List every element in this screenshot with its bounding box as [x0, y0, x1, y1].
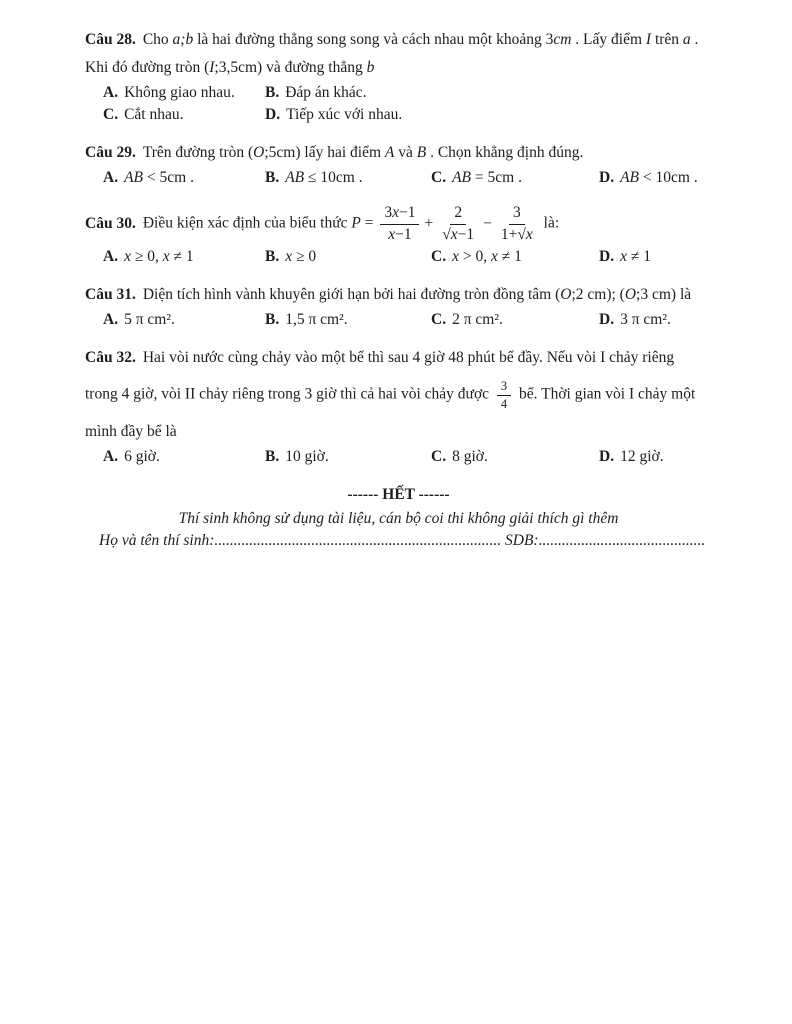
candidate-number-dots: ...........................................: [538, 532, 706, 550]
question-28: [85, 28, 712, 124]
question-32-line-3: mình đầy bể là: [85, 423, 177, 441]
fraction-numerator: 3x−1: [380, 204, 419, 225]
question-32: [85, 346, 712, 466]
option-label: A.: [103, 248, 119, 266]
option-label: D.: [599, 248, 615, 266]
option-text: AB < 5cm .: [124, 169, 194, 187]
question-30-label: Câu 30.: [85, 214, 136, 232]
question-32-option-c: [431, 448, 599, 466]
option-label: C.: [431, 311, 447, 329]
question-28-options: [85, 84, 712, 124]
option-text: 2 π cm².: [452, 311, 503, 329]
option-text: x > 0, x ≠ 1: [452, 248, 522, 266]
option-label: A.: [103, 169, 119, 187]
minus-operator: −: [483, 214, 492, 232]
question-30: [85, 204, 712, 266]
question-30-options: [85, 248, 712, 266]
question-32-options: [85, 448, 712, 466]
option-text: AB ≤ 10cm .: [285, 169, 363, 187]
question-30-line-1: [85, 204, 712, 244]
question-31-option-d: [599, 311, 712, 329]
option-text: x ≥ 0: [285, 248, 317, 266]
question-31-option-a: [103, 311, 265, 329]
question-31-option-b: [265, 311, 431, 329]
question-32-text-3: bể. Thời gian vòi I chảy một: [519, 385, 696, 403]
question-31-options: [85, 311, 712, 329]
question-28-option-b: [265, 84, 712, 102]
question-28-option-d: [265, 106, 712, 124]
option-label: A.: [103, 84, 119, 102]
question-28-label: Câu 28.: [85, 31, 136, 48]
end-marker: ------ HẾT ------: [347, 486, 450, 504]
fraction-denominator: √x−1: [442, 225, 475, 243]
question-30-option-a: [103, 248, 265, 266]
question-29-text-1: Trên đường tròn (O;5cm) lấy hai điểm A và B . Chọn khẳng định đúng.: [142, 144, 584, 162]
question-32-option-a: [103, 448, 265, 466]
question-30-text-2: là:: [539, 214, 560, 232]
question-30-text-1: Điều kiện xác định của biểu thức P =: [142, 214, 374, 232]
option-label: D.: [599, 448, 615, 466]
option-text: Cắt nhau.: [124, 106, 184, 124]
option-text: 8 giờ.: [452, 448, 488, 466]
option-text: x ≠ 1: [620, 248, 651, 266]
question-29-label: Câu 29.: [85, 144, 136, 162]
fraction-numerator: 2: [450, 204, 466, 225]
fraction-denominator: 4: [500, 396, 508, 411]
candidate-info-line: [99, 532, 712, 550]
fraction-denominator: 1+√x: [500, 225, 533, 243]
option-label: C.: [431, 448, 447, 466]
fraction-1: [380, 204, 419, 244]
option-label: B.: [265, 311, 280, 329]
option-label: B.: [265, 169, 280, 187]
question-31: [85, 283, 712, 329]
option-label: D.: [599, 169, 615, 187]
question-32-text-2: trong 4 giờ, vòi II chảy riêng trong 3 giờ thì cả hai vòi chảy được: [85, 385, 490, 403]
option-label: A.: [103, 448, 119, 466]
question-32-line-1: [85, 346, 712, 370]
question-28-text-1: Cho a;b là hai đường thẳng song song và cách nhau một khoảng 3cm . Lấy điểm I trên a .: [142, 31, 699, 48]
option-text: Đáp án khác.: [285, 84, 367, 102]
option-text: x ≥ 0, x ≠ 1: [124, 248, 194, 266]
candidate-number-label: SDB:: [501, 532, 539, 550]
question-30-option-c: [431, 248, 599, 266]
question-32-option-b: [265, 448, 431, 466]
question-28-option-a: [103, 84, 265, 102]
option-text: 3 π cm².: [620, 311, 671, 329]
question-31-label: Câu 31.: [85, 286, 136, 304]
candidate-name-dots: ..........................................................................: [214, 532, 502, 550]
question-31-option-c: [431, 311, 599, 329]
question-29: [85, 141, 712, 187]
question-32-label: Câu 32.: [85, 349, 136, 367]
question-29-option-d: [599, 169, 712, 187]
fraction-numerator: 3: [497, 379, 511, 395]
question-29-option-a: [103, 169, 265, 187]
option-text: 6 giờ.: [124, 448, 160, 466]
question-28-line-1: [85, 28, 712, 52]
candidate-name-label: Họ và tên thí sinh:: [99, 532, 215, 550]
question-32-option-d: [599, 448, 712, 466]
question-28-line-2: Khi đó đường tròn (I;3,5cm) và đường thẳng b: [85, 59, 375, 77]
exam-rules-note: Thí sinh không sử dụng tài liệu, cán bộ coi thi không giải thích gì thêm: [178, 510, 619, 528]
option-label: C.: [431, 169, 447, 187]
option-label: C.: [431, 248, 447, 266]
fraction-three-quarters: [497, 379, 511, 411]
option-text: 10 giờ.: [285, 448, 329, 466]
question-31-line-1: [85, 283, 712, 307]
question-30-option-d: [599, 248, 712, 266]
option-text: AB < 10cm .: [620, 169, 698, 187]
option-text: AB = 5cm .: [452, 169, 522, 187]
question-29-options: [85, 169, 712, 187]
question-28-option-c: [103, 106, 265, 124]
question-29-line-1: [85, 141, 712, 165]
option-label: B.: [265, 248, 280, 266]
fraction-2: [438, 204, 478, 244]
option-label: B.: [265, 448, 280, 466]
option-label: C.: [103, 106, 119, 124]
fraction-numerator: 3: [509, 204, 525, 225]
question-29-option-c: [431, 169, 599, 187]
question-29-option-b: [265, 169, 431, 187]
question-32-line-2: [85, 379, 712, 411]
option-label: D.: [265, 106, 281, 124]
fraction-3: [497, 204, 537, 244]
question-32-text-1: Hai vòi nước cùng chảy vào một bể thì sau 4 giờ 48 phút bể đầy. Nếu vòi I chảy riêng: [142, 349, 675, 367]
footer: [85, 486, 712, 550]
plus-operator: +: [424, 214, 434, 232]
option-text: Không giao nhau.: [124, 84, 235, 102]
option-label: A.: [103, 311, 119, 329]
option-text: 12 giờ.: [620, 448, 664, 466]
fraction-denominator: x−1: [388, 225, 412, 243]
option-text: 5 π cm².: [124, 311, 175, 329]
option-text: 1,5 π cm².: [285, 311, 348, 329]
question-31-text-1: Diện tích hình vành khuyên giới hạn bởi hai đường tròn đồng tâm (O;2 cm); (O;3 cm) là: [142, 286, 692, 304]
option-label: B.: [265, 84, 280, 102]
option-text: Tiếp xúc với nhau.: [286, 106, 403, 124]
question-30-option-b: [265, 248, 431, 266]
option-label: D.: [599, 311, 615, 329]
